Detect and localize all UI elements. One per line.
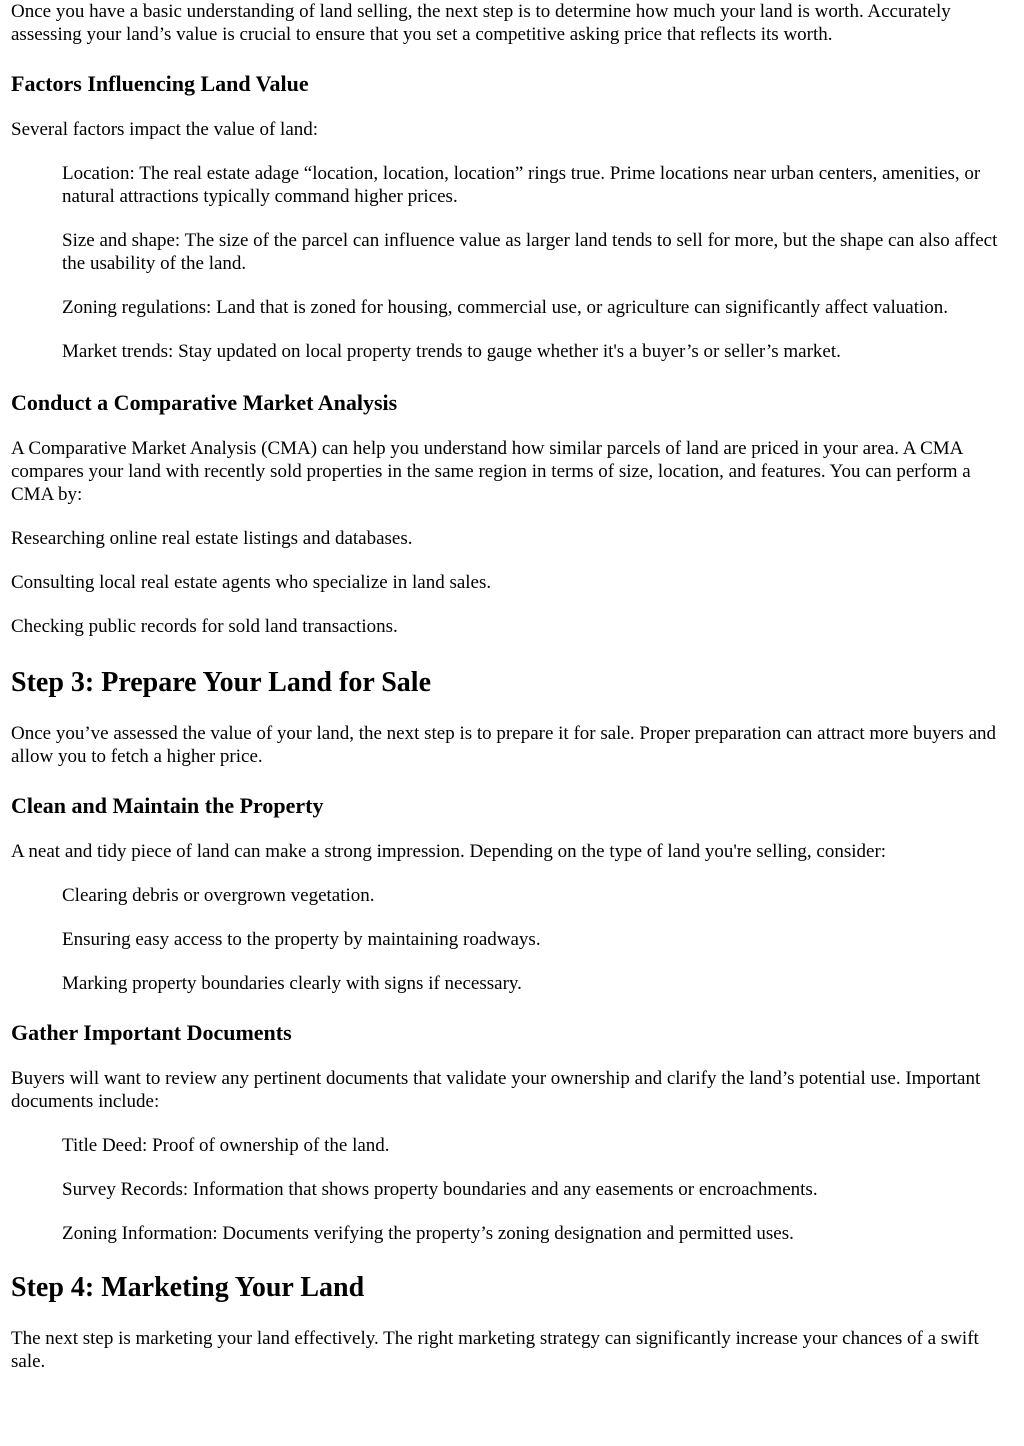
clean-list	[11, 884, 1014, 995]
list-item: Zoning regulations: Land that is zoned for housing, commercial use, or agriculture can significantly affect valuation.	[62, 297, 949, 318]
factors-lead: Several factors impact the value of land:	[11, 119, 319, 140]
intro-paragraph: Once you have a basic understanding of land selling, the next step is to determine how much your land is worth. Accurately assessing your land’s value is crucial to ensure that you set a competitive asking price that reflects its worth.	[11, 1, 951, 45]
factors-list	[11, 162, 1014, 363]
heading-clean: Clean and Maintain the Property	[11, 793, 324, 818]
list-item: Location: The real estate adage “location, location, location” rings true. Prime locations near urban centers, amenities, or natural attractions typically command higher prices.	[62, 163, 981, 207]
step4-paragraph: The next step is marketing your land effectively. The right marketing strategy can significantly increase your chances of a swift sale.	[11, 1328, 979, 1372]
heading-step3: Step 3: Prepare Your Land for Sale	[11, 667, 432, 698]
list-item: Consulting local real estate agents who specialize in land sales.	[11, 572, 492, 593]
list-item: Researching online real estate listings and databases.	[11, 528, 413, 549]
documents-list	[11, 1134, 1014, 1245]
heading-step4: Step 4: Marketing Your Land	[11, 1272, 365, 1303]
documents-lead: Buyers will want to review any pertinent documents that validate your ownership and clarify the land’s potential use. Important documents include:	[11, 1068, 981, 1112]
list-item: Survey Records: Information that shows property boundaries and any easements or encroachments.	[62, 1179, 818, 1200]
list-item: Size and shape: The size of the parcel can influence value as larger land tends to sell for more, but the shape can also affect the usability of the land.	[62, 230, 998, 274]
cma-paragraph: A Comparative Market Analysis (CMA) can help you understand how similar parcels of land are priced in your area. A CMA compares your land with recently sold properties in the same region in terms of size, location, and features. You can perform a CMA by:	[11, 438, 971, 505]
list-item: Marking property boundaries clearly with signs if necessary.	[62, 973, 522, 994]
cma-list	[11, 527, 1014, 638]
list-item: Market trends: Stay updated on local property trends to gauge whether it's a buyer’s or seller’s market.	[62, 341, 841, 362]
heading-documents: Gather Important Documents	[11, 1020, 292, 1045]
list-item: Title Deed: Proof of ownership of the land.	[62, 1135, 390, 1156]
heading-cma: Conduct a Comparative Market Analysis	[11, 390, 398, 415]
heading-factors: Factors Influencing Land Value	[11, 71, 309, 96]
list-item: Ensuring easy access to the property by maintaining roadways.	[62, 929, 541, 950]
list-item: Clearing debris or overgrown vegetation.	[62, 885, 375, 906]
list-item: Zoning Information: Documents verifying the property’s zoning designation and permitted uses.	[62, 1223, 794, 1244]
list-item: Checking public records for sold land transactions.	[11, 616, 398, 637]
step3-paragraph: Once you’ve assessed the value of your land, the next step is to prepare it for sale. Proper preparation can attract more buyers and allow you to fetch a higher price.	[11, 723, 997, 767]
clean-lead: A neat and tidy piece of land can make a strong impression. Depending on the type of land you're selling, consider:	[11, 841, 887, 862]
